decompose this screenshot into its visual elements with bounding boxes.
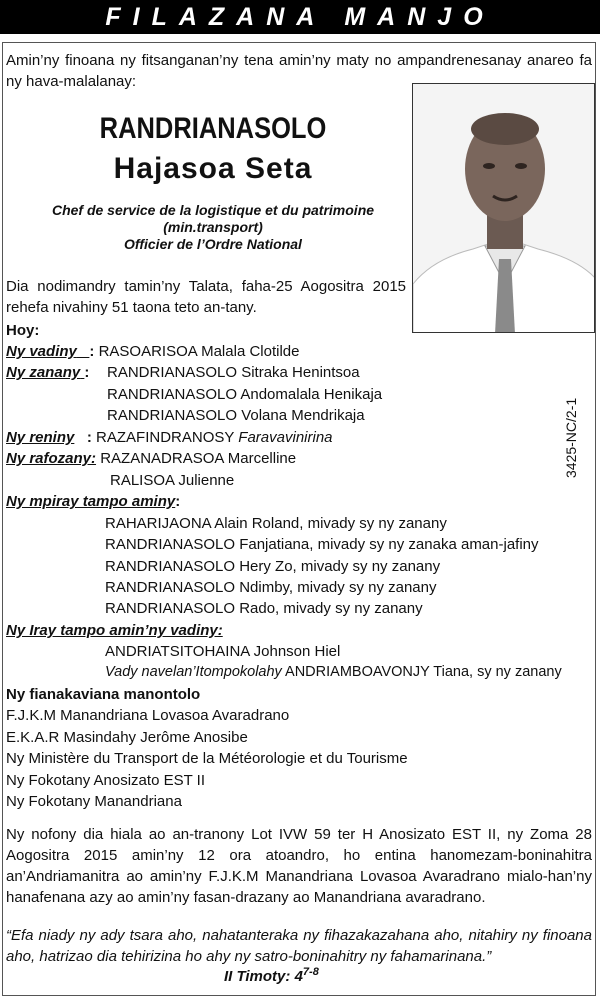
zanany-colon: : (84, 364, 90, 381)
list-item: RANDRIANASOLO Volana Mendrikaja (107, 407, 365, 424)
deceased-given-names: Hajasoa Seta (113, 152, 313, 185)
list-item: Ny Fokotany Anosizato EST II (6, 772, 205, 789)
reniny-name: RAZAFINDRANOSY (96, 429, 235, 446)
role-line-1: Chef de service de la logistique et du patrimoine (51, 202, 375, 218)
reniny-label: Ny reniny (6, 429, 75, 446)
list-item: RAHARIJAONA Alain Roland, mivady sy ny zanany (105, 515, 447, 532)
mpiray-label: Ny mpiray tampo aminy (6, 493, 176, 510)
reniny-row (6, 427, 333, 448)
bible-quote: “Efa niady ny ady tsara aho, nahatanteraka ny fihazakazahana aho, nitahiry ny finoana aho, hatrizao dia tehirizina ho ahy ny satro-boninahitry ny fahamarinana.” (6, 927, 592, 965)
vadiny-colon: : (89, 343, 95, 360)
reniny-colon: : (86, 429, 92, 446)
header-title: FILAZANA MANJO (105, 2, 495, 31)
hoy-label: Hoy: (6, 322, 40, 339)
list-item: RANDRIANASOLO Fanjatiana, mivady sy ny zanaka aman-jafiny (105, 536, 539, 553)
list-item: RAZANADRASOA Marcelline (100, 450, 297, 467)
rafozany-label: Ny rafozany: (6, 450, 97, 467)
zanany-label: Ny zanany (6, 364, 81, 381)
vadiny-name: RASOARISOA Malala Clotilde (98, 343, 300, 360)
list-item: Ny Ministère du Transport de la Météorologie et du Tourisme (6, 750, 408, 767)
reference-verses: 7-8 (302, 966, 319, 978)
side-code: 3425-NC/2-1 (563, 397, 579, 478)
deceased-surname: RANDRIANASOLO (99, 112, 327, 145)
vadiny-label: Ny vadiny (6, 343, 77, 360)
list-item: RANDRIANASOLO Hery Zo, mivady sy ny zanany (105, 558, 441, 575)
bible-reference (224, 966, 319, 985)
reference-chapter: 4 (294, 968, 303, 985)
intro-text: Amin’ny finoana ny fitsanganan’ny tena amin’ny maty no ampandrenesanay anareo fa ny hava-malalanay: (6, 52, 592, 90)
death-notice: Dia nodimandry tamin’ny Talata, faha-25 Aogositra 2015 rehefa nivahiny 51 taona teto an-tany. (6, 278, 406, 316)
funeral-details: Ny nofony dia hiala ao an-tranony Lot IVW 59 ter H Anosizato EST II, ny Zoma 28 Aogositra 2015 amin’ny 12 ora atoandro, ho entina hanomezam-boninahitra an’Andriamanitra ao amin’ny F.J.K.M Manandriana Lovasoa Avaradrano mialo-han’ny hanafenana azy ao amin’ny fasan-drazany ao Manandriana avaradrano. (6, 826, 592, 906)
list-item: F.J.K.M Manandriana Lovasoa Avaradrano (6, 707, 290, 724)
reference-book: II Timoty: (224, 968, 291, 985)
mpiray-row (6, 491, 180, 512)
mpiray-colon: : (175, 493, 181, 510)
list-item: RALISOA Julienne (110, 472, 235, 489)
list-item: RANDRIANASOLO Andomalala Henikaja (107, 386, 383, 403)
portrait-icon (413, 84, 595, 333)
vadiny-row (6, 341, 299, 362)
deceased-titles (20, 202, 406, 253)
list-item: RANDRIANASOLO Sitraka Henintsoa (107, 364, 360, 381)
reniny-suffix: Faravavinirina (238, 429, 333, 446)
list-item: RANDRIANASOLO Rado, mivady sy ny zanany (105, 600, 423, 617)
list-item: Ny Fokotany Manandriana (6, 793, 182, 810)
iray-second-rest: ANDRIAMBOAVONJY Tiana, sy ny zanany (285, 664, 562, 680)
iray-label: Ny Iray tampo amin’ny vadiny: (6, 622, 223, 639)
iray-second-prefix: Vady navelan’Itompokolahy (105, 664, 282, 680)
role-line-3: Officier de l’Ordre National (124, 236, 302, 252)
iray-second-row (105, 662, 562, 683)
portrait-photo (412, 83, 595, 333)
rafozany-row (6, 448, 296, 469)
zanany-row (6, 362, 89, 383)
role-line-2: (min.transport) (163, 219, 263, 235)
fianakaviana-label: Ny fianakaviana manontolo (6, 686, 201, 703)
list-item: ANDRIATSITOHAINA Johnson Hiel (105, 643, 341, 660)
list-item: E.K.A.R Masindahy Jerôme Anosibe (6, 729, 248, 746)
notice-header (0, 0, 600, 34)
list-item: RANDRIANASOLO Ndimby, mivady sy ny zanany (105, 579, 437, 596)
